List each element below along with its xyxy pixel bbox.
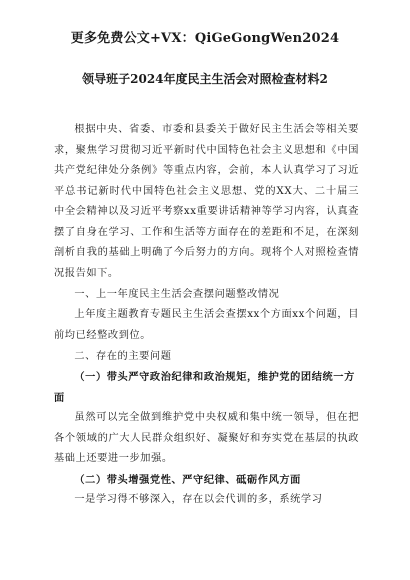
subsection-1-paragraph: 虽然可以完全做到维护党中央权威和集中统一领导，但在把各个领域的广大人民群众组织好、凝聚好和夯实党在基层的执政基础上还要进一步加强。: [54, 412, 359, 464]
section-1-paragraph: 上年度主题教育专题民主生活会查摆xx个方面xx个问题，目前均已经整改到位。: [54, 309, 359, 341]
watermark-header: 更多免费公文+VX：QiGeGongWen2024: [70, 31, 340, 46]
section-heading-2: 二、存在的主要问题: [74, 351, 172, 362]
subsection-heading-2: （二）带头增强党性、严守纪律、砥砺作风方面: [74, 473, 301, 486]
intro-paragraph: 根据中央、省委、市委和县委关于做好民主生活会等相关要求，聚焦学习贯彻习近平新时代中国特色社会主义思想和《中国共产党纪律处分条例》等重点内容，会前，本人认真学习了习近平总书记新时代中国特色社会主义思想、党的XX大、二十届三中全会精神以及习近平考察xx重要讲话精神等学习内容，认真查摆了自身在学习、工作和生活等方面存在的差距和不足，在深刻剖析自我的基础上明确了今后努力的方向。现将个人对照检查情况报告如下。: [54, 124, 359, 279]
document-body: [54, 120, 359, 511]
section-heading-1: 一、上一年度民主生活会查摆问题整改情况: [74, 289, 280, 300]
subsection-2-paragraph: 一是学习得不够深入，存在以会代训的多，系统学习: [74, 494, 323, 505]
subsection-heading-1: （一）带头严守政治纪律和政治规矩，维护党的团结统一方面: [54, 371, 355, 404]
document-title: 领导班子2024年度民主生活会对照检查材料2: [82, 72, 328, 86]
